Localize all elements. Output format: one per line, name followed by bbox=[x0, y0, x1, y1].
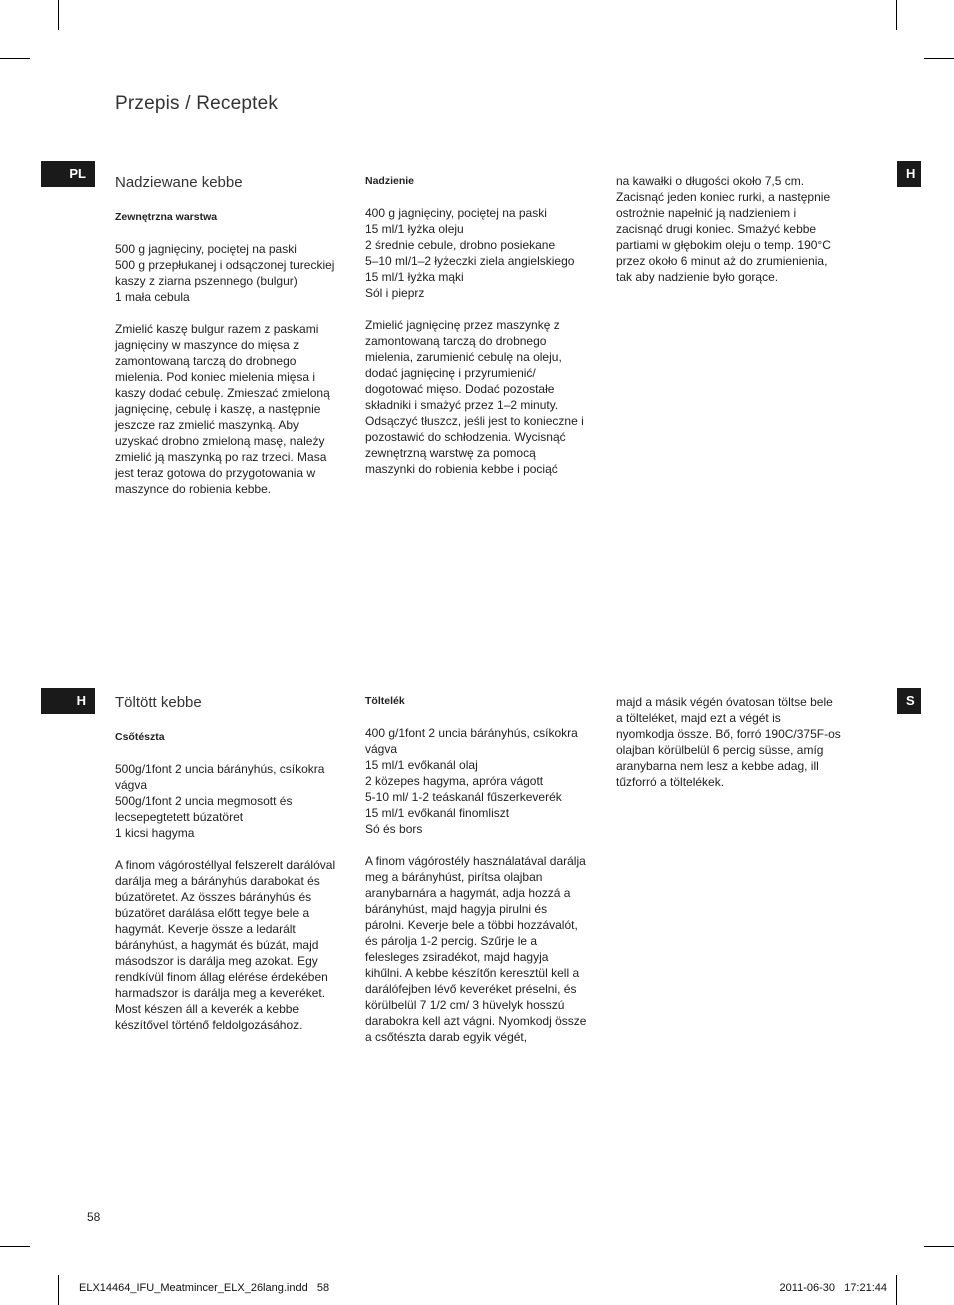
crop-mark bbox=[924, 1246, 954, 1247]
language-tab-right-bottom: S bbox=[897, 688, 921, 714]
recipe-text: na kawałki o długości około 7,5 cm. Zacisnąć jeden koniec rurki, a następnie ostrożnie napełnić ją nadzieniem i zacisnąć drugi koniec. Smażyć kebbe partiami w głębokim oleju o temp. 190°C przez około 6 minut aż do zrumienienia, tak aby nadzienie było gorące. bbox=[616, 174, 831, 284]
crop-mark bbox=[896, 1275, 897, 1305]
recipe-text: 500g/1font 2 uncia bárányhús, csíkokra vágva 500g/1font 2 uncia megmosott és lecsepegtetett búzatöret 1 kicsi hagyma A finom vágórostéllyal felszerelt darálóval darálja meg a bárányhús darabokat és búzatöretet. Az összes bárányhús és búzatöret darálása előtt tegye bele a hagymát. Keverje össze a ledarált bárányhúst, a hagymát és búzát, majd másodszor is darálja meg azokat. Egy rendkívül finom állag elérése érdekében harmadszor is darálja meg a keveréket. Most készen áll a keverék a kebbe készítővel történő feldolgozásához. bbox=[115, 762, 336, 1032]
language-tab-pl: PL bbox=[41, 161, 95, 187]
recipe-title: Nadziewane kebbe bbox=[115, 174, 243, 191]
recipe-text: 400 g/1font 2 uncia bárányhús, csíkokra vágva 15 ml/1 evőkanál olaj 2 közepes hagyma, apróra vágott 5-10 ml/ 1-2 teáskanál fűszerkeverék 15 ml/1 evőkanál finomliszt Só és bors A finom vágórostély használatával darálja meg a bárányhúst, pirítsa olajban aranybarnára a hagymát, adja hozzá a bárányhúst, majd hagyja pirulni és párolni. Keverje bele a többi hozzávalót, és párolja 1-2 percig. Szűrje le a felesleges zsiradékot, majd hagyja kihűlni. A kebbe készítőn keresztül kell a darálófejben lévő keveréket préselni, és körülbelül 7 1/2 cm/ 3 hüvelyk hosszú darabokra kell azt vágni. Nyomkodj össze a csőtészta darab egyik végét, bbox=[365, 726, 587, 1044]
footer-datetime: 2011-06-30 17:21:44 bbox=[779, 1282, 887, 1294]
crop-mark bbox=[924, 58, 954, 59]
pl-column-2 bbox=[365, 157, 587, 477]
recipe-text: 500 g jagnięciny, pociętej na paski 500 g przepłukanej i odsączonej tureckiej kaszy z ziarna pszennego (bulgur) 1 mała cebula Zmielić kaszę bulgur razem z paskami jagnięciny w maszynce do mięsa z zamontowaną tarczą do drobnego mielenia. Pod koniec mielenia mięsa i kaszy dodać cebulę. Zmieszać zmieloną jagnięcinę, cebulę i kaszę, a następnie jeszcze raz zmielić maszynką. Aby uzyskać drobno zmieloną masę, należy zmielić ją maszynką po raz trzeci. Masa jest teraz gotowa do przygotowania w maszynce do robienia kebbe. bbox=[115, 242, 335, 496]
crop-mark bbox=[58, 1275, 59, 1305]
language-tab-h: H bbox=[41, 688, 95, 714]
recipe-text: 400 g jagnięciny, pociętej na paski 15 ml/1 łyżka oleju 2 średnie cebule, drobno posiekane 5–10 ml/1–2 łyżeczki ziela angielskiego 15 ml/1 łyżka mąki Sól i pieprz Zmielić jagnięcinę przez maszynkę z zamontowaną tarczą do drobnego mielenia, zarumienić cebulę na oleju, dodać jagnięcinę i przyrumienić/ dogotować mięso. Dodać pozostałe składniki i smażyć przez 1–2 minuty. Odsączyć tłuszcz, jeśli jest to konieczne i pozostawić do schłodzenia. Wycisnąć zewnętrzną warstwę za pomocą maszynki do robienia kebbe i pociąć bbox=[365, 206, 584, 476]
recipe-text: majd a másik végén óvatosan töltse bele a tölteléket, majd ezt a végét is nyomkodja össze. Bő, forró 190C/375F-os olajban körülbelül 6 percig süsse, amíg aranybarna nem lesz a kebbe adag, ill tűzforró a töltelékek. bbox=[616, 695, 841, 789]
page-title: Przepis / Receptek bbox=[115, 93, 279, 114]
crop-mark bbox=[0, 1246, 30, 1247]
language-tab-right-top: H bbox=[897, 161, 921, 187]
section-subheading: Csőtészta bbox=[115, 731, 165, 743]
section-subheading: Töltelék bbox=[365, 695, 405, 707]
hu-column-1 bbox=[115, 678, 337, 1033]
hu-column-2 bbox=[365, 677, 587, 1045]
pl-column-3 bbox=[616, 157, 840, 285]
page-number: 58 bbox=[87, 1210, 101, 1224]
hu-column-3 bbox=[616, 678, 842, 790]
crop-mark bbox=[58, 0, 59, 30]
section-subheading: Zewnętrzna warstwa bbox=[115, 211, 218, 223]
crop-mark bbox=[896, 0, 897, 30]
recipe-title: Töltött kebbe bbox=[115, 694, 202, 711]
crop-mark bbox=[0, 58, 30, 59]
footer-file: ELX14464_IFU_Meatmincer_ELX_26lang.indd 58 bbox=[79, 1282, 330, 1294]
section-subheading: Nadzienie bbox=[365, 175, 415, 187]
pl-column-1 bbox=[115, 158, 341, 497]
